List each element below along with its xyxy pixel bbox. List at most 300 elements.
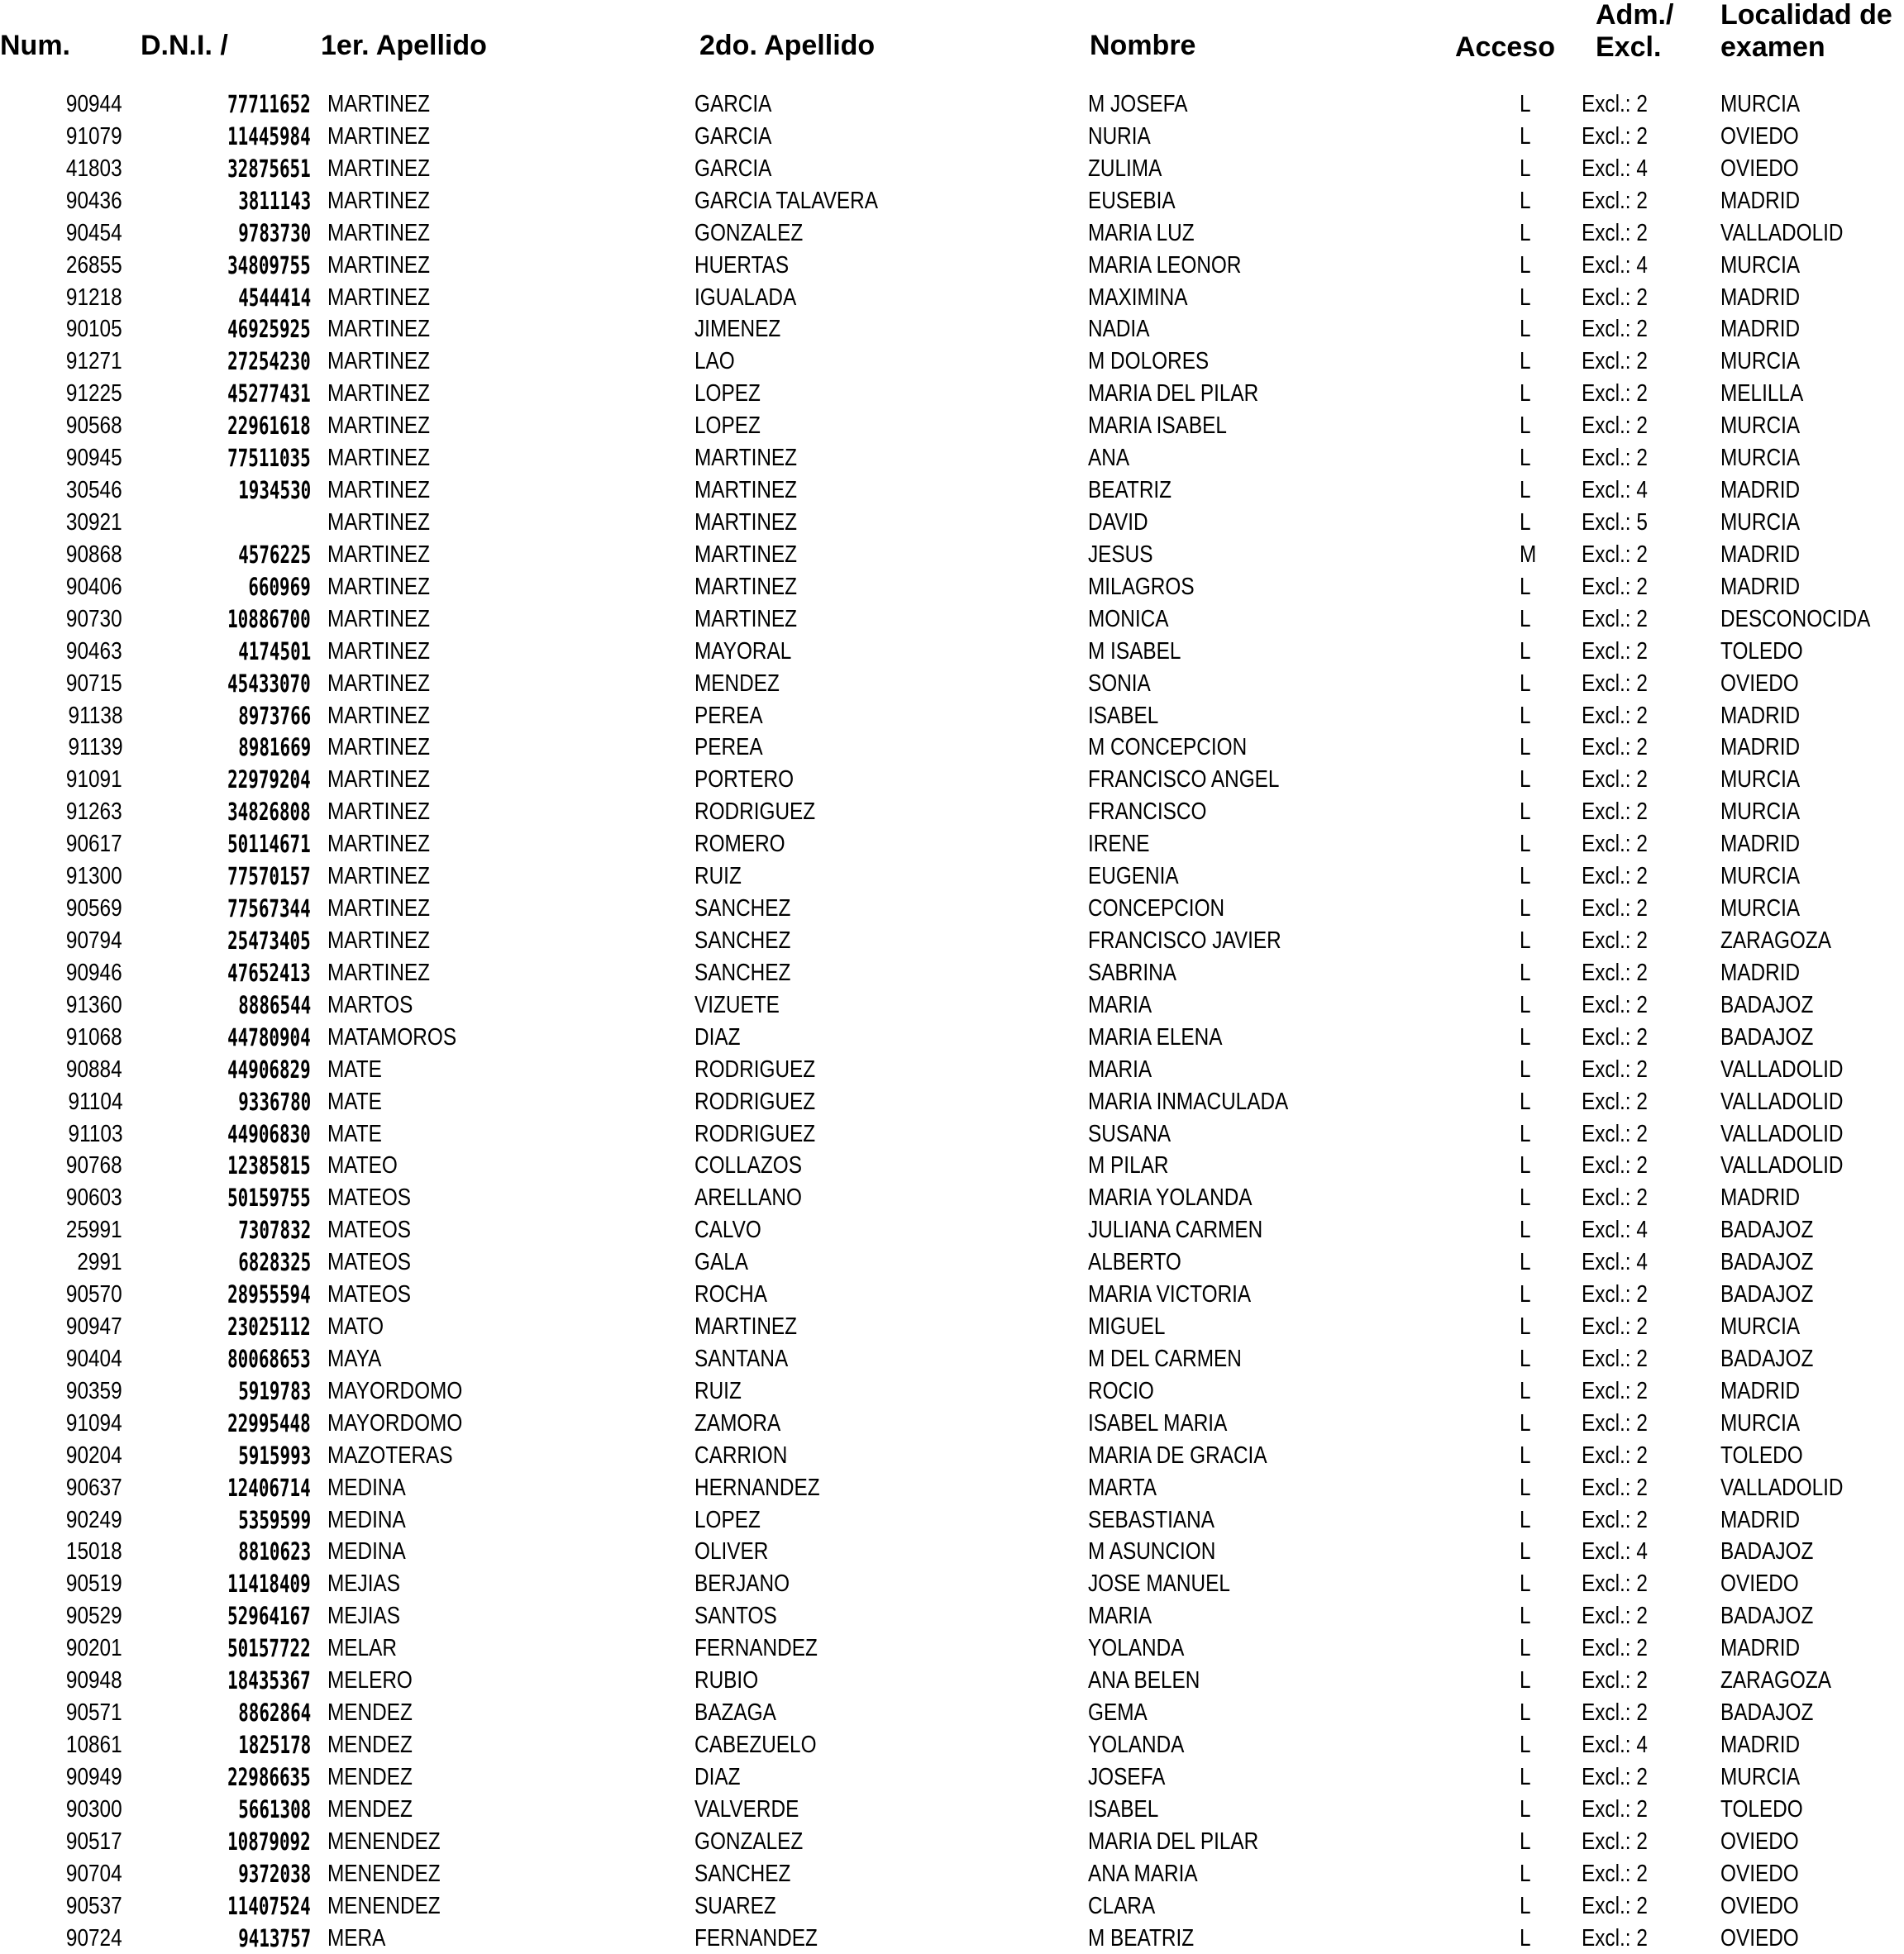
num-cell: 90454	[66, 219, 122, 246]
nombre-cell: M BEATRIZ	[1088, 1924, 1195, 1952]
apellido2-cell: SANCHEZ	[694, 959, 791, 986]
apellido1-cell: MARTINEZ	[327, 348, 431, 375]
apellido2-cell: ROCHA	[694, 1281, 767, 1308]
acceso-cell: L	[1520, 1217, 1531, 1244]
apellido1-cell: MAYORDOMO	[327, 1409, 463, 1437]
nombre-cell: JESUS	[1088, 541, 1153, 568]
nombre-cell: MILAGROS	[1088, 573, 1195, 600]
apellido2-cell: ZAMORA	[694, 1409, 781, 1437]
localidad-cell: MURCIA	[1720, 251, 1801, 279]
acceso-cell: L	[1520, 91, 1531, 117]
dni-cell: 11418409	[227, 1570, 311, 1599]
apellido1-cell: MEJIAS	[327, 1603, 400, 1630]
num-cell: 91218	[66, 284, 122, 311]
apellido1-cell: MATEOS	[327, 1217, 412, 1244]
apellido2-cell: RODRIGUEZ	[694, 1088, 816, 1115]
localidad-cell: OVIEDO	[1720, 1828, 1799, 1855]
num-cell: 90884	[66, 1056, 122, 1083]
dni-cell: 5661308	[238, 1794, 311, 1823]
dni-cell: 22979204	[227, 765, 311, 794]
adm-excl-cell: Excl.: 2	[1582, 1088, 1648, 1115]
adm-excl-cell: Excl.: 2	[1582, 380, 1648, 407]
localidad-cell: BADAJOZ	[1720, 1023, 1814, 1051]
nombre-cell: ISABEL	[1088, 1795, 1159, 1823]
nombre-cell: JOSEFA	[1088, 1763, 1166, 1790]
dni-cell: 3811143	[238, 186, 311, 215]
apellido1-cell: MARTINEZ	[327, 637, 431, 665]
adm-excl-cell: Excl.: 2	[1582, 284, 1648, 311]
dni-cell: 22961618	[227, 412, 311, 441]
num-cell: 90569	[66, 895, 122, 922]
table-row	[0, 1858, 1904, 1890]
localidad-cell: MADRID	[1720, 1635, 1801, 1662]
dni-cell: 52964167	[227, 1602, 311, 1631]
adm-excl-cell: Excl.: 2	[1582, 1442, 1648, 1469]
num-cell: 90868	[66, 541, 122, 568]
acceso-cell: L	[1520, 380, 1531, 407]
apellido2-cell: GARCIA	[694, 91, 772, 117]
localidad-cell: OVIEDO	[1720, 1924, 1799, 1952]
nombre-cell: DAVID	[1088, 508, 1148, 536]
adm-excl-cell: Excl.: 2	[1582, 959, 1648, 986]
num-cell: 90946	[66, 959, 122, 986]
dni-cell: 10886700	[227, 604, 311, 633]
acceso-cell: L	[1520, 316, 1531, 343]
adm-excl-cell: Excl.: 4	[1582, 1217, 1648, 1244]
adm-excl-cell: Excl.: 4	[1582, 477, 1648, 504]
localidad-cell: MADRID	[1720, 187, 1801, 214]
apellido2-cell: MARTINEZ	[694, 477, 798, 504]
table-row	[0, 732, 1904, 764]
adm-excl-cell: Excl.: 2	[1582, 863, 1648, 890]
apellido2-cell: PORTERO	[694, 766, 795, 794]
localidad-cell: VALLADOLID	[1720, 1120, 1844, 1147]
apellido2-cell: LOPEZ	[694, 380, 761, 407]
apellido2-cell: SANCHEZ	[694, 1860, 791, 1887]
adm-excl-cell: Excl.: 2	[1582, 1409, 1648, 1437]
adm-excl-cell: Excl.: 4	[1582, 155, 1648, 182]
apellido1-cell: MARTINEZ	[327, 380, 431, 407]
dni-cell: 44906829	[227, 1055, 311, 1084]
adm-excl-cell: Excl.: 2	[1582, 1795, 1648, 1823]
table-row	[0, 1794, 1904, 1826]
num-cell: 90404	[66, 1345, 122, 1372]
acceso-cell: L	[1520, 1603, 1531, 1630]
adm-excl-cell: Excl.: 2	[1582, 316, 1648, 343]
apellido1-cell: MARTINEZ	[327, 573, 431, 600]
num-cell: 91103	[68, 1120, 122, 1147]
adm-excl-cell: Excl.: 2	[1582, 348, 1648, 375]
apellido1-cell: MARTINEZ	[327, 605, 431, 632]
apellido2-cell: VIZUETE	[694, 991, 780, 1018]
acceso-cell: L	[1520, 1313, 1531, 1341]
apellido1-cell: MENENDEZ	[327, 1860, 441, 1887]
apellido1-cell: MENDEZ	[327, 1732, 413, 1759]
apellido1-cell: MENENDEZ	[327, 1892, 441, 1919]
nombre-cell: M DOLORES	[1088, 348, 1210, 375]
num-cell: 91360	[66, 991, 122, 1018]
localidad-cell: TOLEDO	[1720, 1795, 1803, 1823]
dni-cell: 32875651	[227, 154, 311, 183]
dni-cell: 5915993	[238, 1441, 311, 1470]
nombre-cell: MARIA DEL PILAR	[1088, 1828, 1259, 1855]
apellido1-cell: MARTINEZ	[327, 187, 431, 214]
apellido1-cell: MATE	[327, 1120, 382, 1147]
apellido1-cell: MEDINA	[327, 1538, 406, 1566]
dni-cell: 8862864	[238, 1699, 311, 1728]
apellido1-cell: MARTINEZ	[327, 219, 431, 246]
nombre-cell: MARIA	[1088, 1603, 1152, 1630]
localidad-cell: MURCIA	[1720, 798, 1801, 826]
adm-excl-cell: Excl.: 2	[1582, 1023, 1648, 1051]
adm-excl-cell: Excl.: 2	[1582, 1056, 1648, 1083]
apellido2-cell: BAZAGA	[694, 1699, 776, 1727]
dni-cell: 7307832	[238, 1216, 311, 1245]
apellido1-cell: MARTINEZ	[327, 927, 431, 954]
nombre-cell: MARIA ISABEL	[1088, 412, 1227, 440]
apellido2-cell: DIAZ	[694, 1023, 741, 1051]
apellido1-cell: MARTINEZ	[327, 798, 431, 826]
adm-excl-cell: Excl.: 2	[1582, 1474, 1648, 1501]
adm-excl-cell: Excl.: 2	[1582, 637, 1648, 665]
dni-cell: 8810623	[238, 1537, 311, 1566]
dni-cell: 1934530	[238, 476, 311, 505]
table-row	[0, 1440, 1904, 1472]
apellido1-cell: MATEOS	[327, 1184, 412, 1212]
acceso-cell: L	[1520, 702, 1531, 729]
dni-cell: 34809755	[227, 250, 311, 279]
localidad-cell: TOLEDO	[1720, 637, 1803, 665]
adm-excl-cell: Excl.: 2	[1582, 734, 1648, 761]
dni-cell: 50159755	[227, 1184, 311, 1213]
dni-cell: 1825178	[238, 1731, 311, 1760]
num-cell: 15018	[66, 1538, 122, 1566]
table-row	[0, 603, 1904, 636]
table-row	[0, 1826, 1904, 1858]
num-cell: 90944	[66, 91, 122, 117]
nombre-cell: ANA	[1088, 445, 1130, 472]
acceso-cell: L	[1520, 1249, 1531, 1276]
localidad-cell: MURCIA	[1720, 1313, 1801, 1341]
apellido1-cell: MARTINEZ	[327, 895, 431, 922]
acceso-cell: L	[1520, 1281, 1531, 1308]
adm-excl-cell: Excl.: 5	[1582, 508, 1648, 536]
acceso-cell: L	[1520, 1795, 1531, 1823]
num-cell: 2991	[77, 1249, 122, 1276]
nombre-cell: M ASUNCION	[1088, 1538, 1216, 1566]
apellido1-cell: MAYORDOMO	[327, 1377, 463, 1404]
localidad-cell: OVIEDO	[1720, 670, 1799, 697]
adm-excl-cell: Excl.: 2	[1582, 573, 1648, 600]
adm-excl-cell: Excl.: 2	[1582, 187, 1648, 214]
localidad-cell: BADAJOZ	[1720, 1281, 1814, 1308]
nombre-cell: MAXIMINA	[1088, 284, 1188, 311]
table-row	[0, 1343, 1904, 1375]
dni-cell: 9783730	[238, 218, 311, 247]
adm-excl-cell: Excl.: 2	[1582, 1377, 1648, 1404]
table-row	[0, 313, 1904, 346]
localidad-cell: MADRID	[1720, 284, 1801, 311]
apellido1-cell: MATEO	[327, 1152, 398, 1180]
num-cell: 90768	[66, 1152, 122, 1180]
dni-cell: 11407524	[227, 1891, 311, 1920]
adm-excl-cell: Excl.: 2	[1582, 1345, 1648, 1372]
acceso-cell: L	[1520, 1377, 1531, 1404]
apellido2-cell: LAO	[694, 348, 735, 375]
apellido1-cell: MATEOS	[327, 1249, 412, 1276]
table-row	[0, 636, 1904, 668]
acceso-cell: L	[1520, 1184, 1531, 1212]
adm-excl-cell: Excl.: 2	[1582, 412, 1648, 440]
table-row	[0, 764, 1904, 796]
num-cell: 41803	[66, 155, 122, 182]
adm-excl-cell: Excl.: 2	[1582, 991, 1648, 1018]
apellido1-cell: MENDEZ	[327, 1795, 413, 1823]
nombre-cell: JOSE MANUEL	[1088, 1570, 1230, 1598]
localidad-cell: MADRID	[1720, 477, 1801, 504]
dni-cell: 4174501	[238, 636, 311, 665]
apellido1-cell: MENENDEZ	[327, 1828, 441, 1855]
adm-excl-cell: Excl.: 2	[1582, 1603, 1648, 1630]
table-row	[0, 1890, 1904, 1923]
table-row	[0, 1279, 1904, 1311]
acceso-cell: L	[1520, 991, 1531, 1018]
table-row	[0, 668, 1904, 700]
table-row	[0, 1311, 1904, 1343]
nombre-cell: M JOSEFA	[1088, 91, 1188, 117]
adm-excl-cell: Excl.: 4	[1582, 1538, 1648, 1566]
acceso-cell: L	[1520, 1120, 1531, 1147]
table-row	[0, 346, 1904, 378]
nombre-cell: MARIA ELENA	[1088, 1023, 1223, 1051]
acceso-cell: L	[1520, 1088, 1531, 1115]
apellido2-cell: BERJANO	[694, 1570, 790, 1598]
apellido1-cell: MARTINEZ	[327, 316, 431, 343]
num-cell: 91225	[66, 380, 122, 407]
num-cell: 91263	[66, 798, 122, 826]
localidad-cell: OVIEDO	[1720, 155, 1799, 182]
dni-cell: 50114671	[227, 830, 311, 859]
dni-cell: 28955594	[227, 1280, 311, 1309]
localidad-cell: MURCIA	[1720, 895, 1801, 922]
num-cell: 90204	[66, 1442, 122, 1469]
apellido2-cell: JIMENEZ	[694, 316, 781, 343]
num-cell: 30546	[66, 477, 122, 504]
adm-excl-cell: Excl.: 2	[1582, 1635, 1648, 1662]
apellido2-cell: GONZALEZ	[694, 219, 804, 246]
apellido2-cell: RODRIGUEZ	[694, 798, 816, 826]
header-adm-line1: Adm./	[1596, 0, 1674, 31]
apellido2-cell: SANTANA	[694, 1345, 789, 1372]
num-cell: 90715	[66, 670, 122, 697]
adm-excl-cell: Excl.: 2	[1582, 702, 1648, 729]
apellido2-cell: MARTINEZ	[694, 605, 798, 632]
acceso-cell: L	[1520, 508, 1531, 536]
localidad-cell: ZARAGOZA	[1720, 927, 1831, 954]
header-num: Num.	[0, 30, 70, 61]
acceso-cell: L	[1520, 155, 1531, 182]
nombre-cell: MARIA DE GRACIA	[1088, 1442, 1267, 1469]
adm-excl-cell: Excl.: 2	[1582, 670, 1648, 697]
acceso-cell: L	[1520, 927, 1531, 954]
num-cell: 91138	[68, 702, 122, 729]
apellido2-cell: FERNANDEZ	[694, 1635, 818, 1662]
table-row	[0, 893, 1904, 925]
acceso-cell: L	[1520, 573, 1531, 600]
nombre-cell: EUSEBIA	[1088, 187, 1176, 214]
acceso-cell: L	[1520, 798, 1531, 826]
apellido2-cell: PEREA	[694, 734, 763, 761]
acceso-cell: L	[1520, 1538, 1531, 1566]
dni-cell: 77511035	[227, 444, 311, 473]
localidad-cell: MURCIA	[1720, 1763, 1801, 1790]
adm-excl-cell: Excl.: 2	[1582, 122, 1648, 150]
acceso-cell: L	[1520, 831, 1531, 858]
localidad-cell: MURCIA	[1720, 348, 1801, 375]
nombre-cell: CONCEPCION	[1088, 895, 1225, 922]
nombre-cell: M CONCEPCION	[1088, 734, 1248, 761]
table-row	[0, 1086, 1904, 1118]
localidad-cell: VALLADOLID	[1720, 1152, 1844, 1180]
apellido2-cell: GARCIA TALAVERA	[694, 187, 879, 214]
acceso-cell: L	[1520, 284, 1531, 311]
acceso-cell: L	[1520, 122, 1531, 150]
nombre-cell: ROCIO	[1088, 1377, 1154, 1404]
num-cell: 90300	[66, 1795, 122, 1823]
table-row	[0, 153, 1904, 185]
acceso-cell: L	[1520, 1152, 1531, 1180]
localidad-cell: MADRID	[1720, 831, 1801, 858]
adm-excl-cell: Excl.: 2	[1582, 1892, 1648, 1919]
localidad-cell: OVIEDO	[1720, 1860, 1799, 1887]
localidad-cell: MURCIA	[1720, 445, 1801, 472]
adm-excl-cell: Excl.: 2	[1582, 1763, 1648, 1790]
adm-excl-cell: Excl.: 2	[1582, 1860, 1648, 1887]
table-row	[0, 1408, 1904, 1440]
adm-excl-cell: Excl.: 2	[1582, 1184, 1648, 1212]
table-row	[0, 860, 1904, 893]
num-cell: 90945	[66, 445, 122, 472]
dni-cell: 12385815	[227, 1151, 311, 1180]
apellido2-cell: SANCHEZ	[694, 895, 791, 922]
localidad-cell: MURCIA	[1720, 508, 1801, 536]
apellido1-cell: MARTINEZ	[327, 831, 431, 858]
num-cell: 90947	[66, 1313, 122, 1341]
num-cell: 90529	[66, 1603, 122, 1630]
apellido1-cell: MARTINEZ	[327, 155, 431, 182]
header-localidad-line2: examen	[1720, 31, 1825, 63]
header-apellido2: 2do. Apellido	[699, 30, 876, 61]
num-cell: 90948	[66, 1667, 122, 1694]
num-cell: 91139	[68, 734, 122, 761]
dni-cell: 27254230	[227, 347, 311, 376]
nombre-cell: MARIA LEONOR	[1088, 251, 1242, 279]
table-row	[0, 474, 1904, 507]
apellido1-cell: MENDEZ	[327, 1763, 413, 1790]
acceso-cell: L	[1520, 1056, 1531, 1083]
acceso-cell: L	[1520, 1023, 1531, 1051]
table-row	[0, 1375, 1904, 1408]
apellido2-cell: ROMERO	[694, 831, 785, 858]
num-cell: 90201	[66, 1635, 122, 1662]
num-cell: 90637	[66, 1474, 122, 1501]
table-row	[0, 1697, 1904, 1729]
localidad-cell: OVIEDO	[1720, 1892, 1799, 1919]
localidad-cell: MADRID	[1720, 541, 1801, 568]
apellido1-cell: MEJIAS	[327, 1570, 400, 1598]
apellido1-cell: MAYA	[327, 1345, 382, 1372]
table-row	[0, 989, 1904, 1022]
localidad-cell: MADRID	[1720, 702, 1801, 729]
acceso-cell: L	[1520, 1892, 1531, 1919]
apellido1-cell: MATEOS	[327, 1281, 412, 1308]
localidad-cell: MADRID	[1720, 1377, 1801, 1404]
nombre-cell: FRANCISCO JAVIER	[1088, 927, 1281, 954]
localidad-cell: MURCIA	[1720, 863, 1801, 890]
dni-cell: 44780904	[227, 1022, 311, 1051]
dni-cell: 44906830	[227, 1119, 311, 1148]
acceso-cell: L	[1520, 1570, 1531, 1598]
acceso-cell: L	[1520, 1699, 1531, 1727]
dni-cell: 8981669	[238, 733, 311, 762]
localidad-cell: TOLEDO	[1720, 1442, 1803, 1469]
adm-excl-cell: Excl.: 2	[1582, 1152, 1648, 1180]
table-row	[0, 1729, 1904, 1761]
table-row	[0, 378, 1904, 410]
localidad-cell: BADAJOZ	[1720, 991, 1814, 1018]
apellido1-cell: MAZOTERAS	[327, 1442, 453, 1469]
header-dni: D.N.I. /	[141, 30, 228, 61]
num-cell: 91300	[66, 863, 122, 890]
num-cell: 90568	[66, 412, 122, 440]
localidad-cell: BADAJOZ	[1720, 1249, 1814, 1276]
acceso-cell: L	[1520, 1506, 1531, 1533]
num-cell: 91104	[68, 1088, 122, 1115]
localidad-cell: VALLADOLID	[1720, 1088, 1844, 1115]
nombre-cell: MARTA	[1088, 1474, 1157, 1501]
nombre-cell: M ISABEL	[1088, 637, 1181, 665]
nombre-cell: NADIA	[1088, 316, 1150, 343]
localidad-cell: OVIEDO	[1720, 122, 1799, 150]
localidad-cell: MADRID	[1720, 573, 1801, 600]
acceso-cell: L	[1520, 670, 1531, 697]
table-row	[0, 507, 1904, 539]
localidad-cell: BADAJOZ	[1720, 1217, 1814, 1244]
apellido2-cell: COLLAZOS	[694, 1152, 802, 1180]
apellido2-cell: HUERTAS	[694, 251, 790, 279]
apellido2-cell: ARELLANO	[694, 1184, 802, 1212]
acceso-cell: L	[1520, 959, 1531, 986]
apellido2-cell: OLIVER	[694, 1538, 769, 1566]
localidad-cell: MADRID	[1720, 316, 1801, 343]
table-row	[0, 282, 1904, 314]
table-row	[0, 185, 1904, 217]
table-row	[0, 1022, 1904, 1054]
apellido1-cell: MARTINEZ	[327, 670, 431, 697]
localidad-cell: VALLADOLID	[1720, 1474, 1844, 1501]
localidad-cell: BADAJOZ	[1720, 1699, 1814, 1727]
nombre-cell: SABRINA	[1088, 959, 1176, 986]
nombre-cell: SEBASTIANA	[1088, 1506, 1214, 1533]
adm-excl-cell: Excl.: 2	[1582, 831, 1648, 858]
apellido2-cell: IGUALADA	[694, 284, 797, 311]
nombre-cell: ISABEL	[1088, 702, 1159, 729]
nombre-cell: FRANCISCO ANGEL	[1088, 766, 1280, 794]
table-row	[0, 700, 1904, 732]
num-cell: 91094	[66, 1409, 122, 1437]
table-row	[0, 957, 1904, 989]
num-cell: 30921	[66, 508, 122, 536]
